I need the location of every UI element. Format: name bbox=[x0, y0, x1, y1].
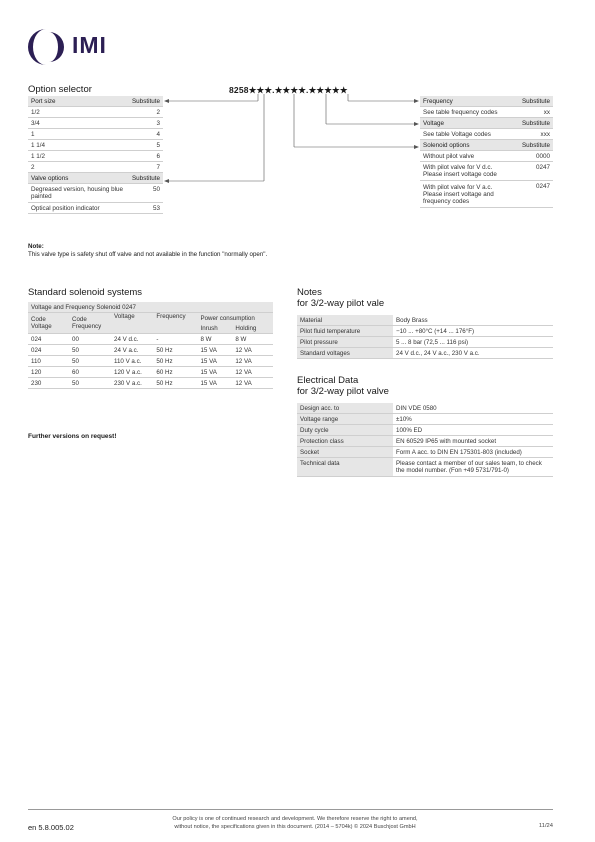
cell: 50 bbox=[69, 356, 111, 367]
port-row-code: 2 bbox=[129, 107, 163, 118]
further-versions-note: Further versions on request! bbox=[28, 433, 117, 440]
option-selector-title: Option selector bbox=[28, 84, 92, 95]
key: Technical data bbox=[297, 458, 393, 477]
solenoid-dc-label: With pilot valve for V d.c. bbox=[423, 164, 493, 171]
solenoid-sub: Substitute bbox=[519, 140, 553, 151]
cell: 8 W bbox=[232, 334, 273, 345]
table-row bbox=[297, 315, 553, 326]
key: Voltage range bbox=[297, 414, 393, 425]
col-code-frequency: Code Frequency bbox=[69, 313, 111, 334]
solenoid-row-code: 0247 bbox=[519, 162, 553, 181]
port-row-label: 1 1/2 bbox=[28, 151, 129, 162]
cell: 120 V a.c. bbox=[111, 367, 153, 378]
solenoid-ac-hint: Please insert voltage and frequency codes bbox=[423, 190, 494, 205]
port-row-label: 1/2 bbox=[28, 107, 129, 118]
table-row bbox=[28, 334, 273, 345]
table-row bbox=[28, 367, 273, 378]
electrical-subtitle: for 3/2-way pilot valve bbox=[297, 386, 389, 397]
cell: 12 VA bbox=[232, 356, 273, 367]
brand-name: IMI bbox=[72, 32, 107, 58]
port-row-code: 7 bbox=[129, 162, 163, 173]
table-row bbox=[297, 337, 553, 348]
voltage-sub: Substitute bbox=[519, 118, 553, 129]
solenoid-row-label: Without pilot valve bbox=[420, 151, 519, 162]
solenoid-header: Solenoid options bbox=[420, 140, 519, 151]
table-row bbox=[297, 425, 553, 436]
table-row bbox=[297, 436, 553, 447]
policy-text bbox=[140, 815, 450, 831]
table-row bbox=[297, 326, 553, 337]
valve-option-code: 53 bbox=[129, 203, 163, 214]
cell: 15 VA bbox=[197, 378, 232, 389]
port-size-header: Port size bbox=[28, 96, 129, 107]
table-row bbox=[297, 458, 553, 477]
table-row bbox=[28, 378, 273, 389]
col-voltage: Voltage bbox=[111, 313, 153, 334]
cell: 24 V d.c. bbox=[111, 334, 153, 345]
table-row bbox=[297, 447, 553, 458]
voltage-row-code: xxx bbox=[519, 129, 553, 140]
key: Duty cycle bbox=[297, 425, 393, 436]
key: Standard voltages bbox=[297, 348, 393, 359]
solenoid-dc-hint: Please insert voltage code bbox=[423, 171, 497, 178]
value: 5 ... 8 bar (72,5 ... 116 psi) bbox=[393, 337, 553, 348]
key: Socket bbox=[297, 447, 393, 458]
order-code: 8258★★★.★★★★.★★★★★ bbox=[229, 85, 348, 95]
cell: 00 bbox=[69, 334, 111, 345]
key: Material bbox=[297, 315, 393, 326]
cell: 24 V a.c. bbox=[111, 345, 153, 356]
cell: 8 W bbox=[197, 334, 232, 345]
table-row bbox=[297, 414, 553, 425]
table-row bbox=[297, 348, 553, 359]
electrical-title: Electrical Data bbox=[297, 375, 359, 386]
valve-options-sub: Substitute bbox=[129, 173, 163, 184]
col-code-voltage: Code Voltage bbox=[28, 313, 69, 334]
valve-options-header: Valve options bbox=[28, 173, 129, 184]
voltage-row-label: See table Voltage codes bbox=[420, 129, 519, 140]
cell: 12 VA bbox=[232, 378, 273, 389]
value: Form A acc. to DIN EN 175301-803 (included) bbox=[393, 447, 553, 458]
port-row-code: 4 bbox=[129, 129, 163, 140]
value: ±10% bbox=[393, 414, 553, 425]
cell: 60 bbox=[69, 367, 111, 378]
cell: 15 VA bbox=[197, 356, 232, 367]
cell: 110 V a.c. bbox=[111, 356, 153, 367]
policy-line-1: Our policy is one of continued research and development. We therefore reserve the right to amend, bbox=[172, 816, 418, 822]
port-row-label: 3/4 bbox=[28, 118, 129, 129]
note-label: Note: bbox=[28, 243, 44, 250]
valve-option-label: Optical position indicator bbox=[28, 203, 129, 214]
table-row bbox=[28, 356, 273, 367]
frequency-row-code: xx bbox=[519, 107, 553, 118]
voltage-header: Voltage bbox=[420, 118, 519, 129]
valve-option-code: 50 bbox=[129, 184, 163, 203]
port-row-code: 6 bbox=[129, 151, 163, 162]
port-size-sub: Substitute bbox=[129, 96, 163, 107]
notes-title: Notes bbox=[297, 287, 322, 298]
port-row-code: 5 bbox=[129, 140, 163, 151]
cell: 12 VA bbox=[232, 345, 273, 356]
cell: 50 Hz bbox=[153, 356, 197, 367]
doc-number: en 5.8.005.02 bbox=[28, 823, 74, 832]
key: Pilot pressure bbox=[297, 337, 393, 348]
value: DIN VDE 0580 bbox=[393, 403, 553, 414]
value: Body Brass bbox=[393, 315, 553, 326]
standard-solenoid-title: Standard solenoid systems bbox=[28, 287, 143, 298]
cell: 12 VA bbox=[232, 367, 273, 378]
cell: 50 Hz bbox=[153, 345, 197, 356]
port-row-label: 1 bbox=[28, 129, 129, 140]
cell: 50 bbox=[69, 378, 111, 389]
solenoid-row-code: 0247 bbox=[519, 181, 553, 208]
table-row bbox=[28, 345, 273, 356]
valve-option-label: Degreased version, housing blue painted bbox=[28, 184, 129, 203]
cell: 024 bbox=[28, 345, 69, 356]
frequency-sub: Substitute bbox=[519, 96, 553, 107]
cell: - bbox=[153, 334, 197, 345]
notes-subtitle: for 3/2-way pilot vale bbox=[297, 298, 385, 309]
port-row-label: 2 bbox=[28, 162, 129, 173]
cell: 15 VA bbox=[197, 345, 232, 356]
footer-divider bbox=[28, 809, 553, 810]
cell: 120 bbox=[28, 367, 69, 378]
port-row-code: 3 bbox=[129, 118, 163, 129]
electrical-table bbox=[297, 403, 553, 477]
value: 100% ED bbox=[393, 425, 553, 436]
pilot-notes-table bbox=[297, 315, 553, 359]
solenoid-ac-label: With pilot valve for V a.c. bbox=[423, 183, 493, 191]
col-frequency: Frequency bbox=[153, 313, 197, 334]
cell: 50 Hz bbox=[153, 378, 197, 389]
col-inrush: Inrush bbox=[197, 323, 232, 334]
policy-line-2: without notice, the specifications given in this document. (2014 – 5704k) © 2024 Buschjost GmbH bbox=[174, 824, 416, 830]
port-row-label: 1 1/4 bbox=[28, 140, 129, 151]
cell: 15 VA bbox=[197, 367, 232, 378]
cell: 024 bbox=[28, 334, 69, 345]
key: Design acc. to bbox=[297, 403, 393, 414]
value: 24 V d.c., 24 V a.c., 230 V a.c. bbox=[393, 348, 553, 359]
key: Pilot fluid temperature bbox=[297, 326, 393, 337]
solenoid-table bbox=[28, 302, 273, 389]
key: Protection class bbox=[297, 436, 393, 447]
solenoid-table-title: Voltage and Frequency Solenoid 0247 bbox=[28, 302, 273, 313]
cell: 230 bbox=[28, 378, 69, 389]
page-number: 11/24 bbox=[538, 823, 553, 829]
cell: 110 bbox=[28, 356, 69, 367]
cell: 230 V a.c. bbox=[111, 378, 153, 389]
value: Please contact a member of our sales team, to check the model number. (Fon +49 5731/791-0) bbox=[393, 458, 553, 477]
frequency-row-label: See table frequency codes bbox=[420, 107, 519, 118]
col-holding: Holding bbox=[232, 323, 273, 334]
cell: 60 Hz bbox=[153, 367, 197, 378]
frequency-header: Frequency bbox=[420, 96, 519, 107]
col-power: Power consumption bbox=[197, 313, 273, 324]
solenoid-row-code: 0000 bbox=[519, 151, 553, 162]
value: EN 60529 IP65 with mounted socket bbox=[393, 436, 553, 447]
cell: 50 bbox=[69, 345, 111, 356]
note-text: This valve type is safety shut off valve and not available in the function "normally open". bbox=[28, 251, 268, 258]
value: −10 ... +80°C (+14 ... 176°F) bbox=[393, 326, 553, 337]
table-row bbox=[297, 403, 553, 414]
